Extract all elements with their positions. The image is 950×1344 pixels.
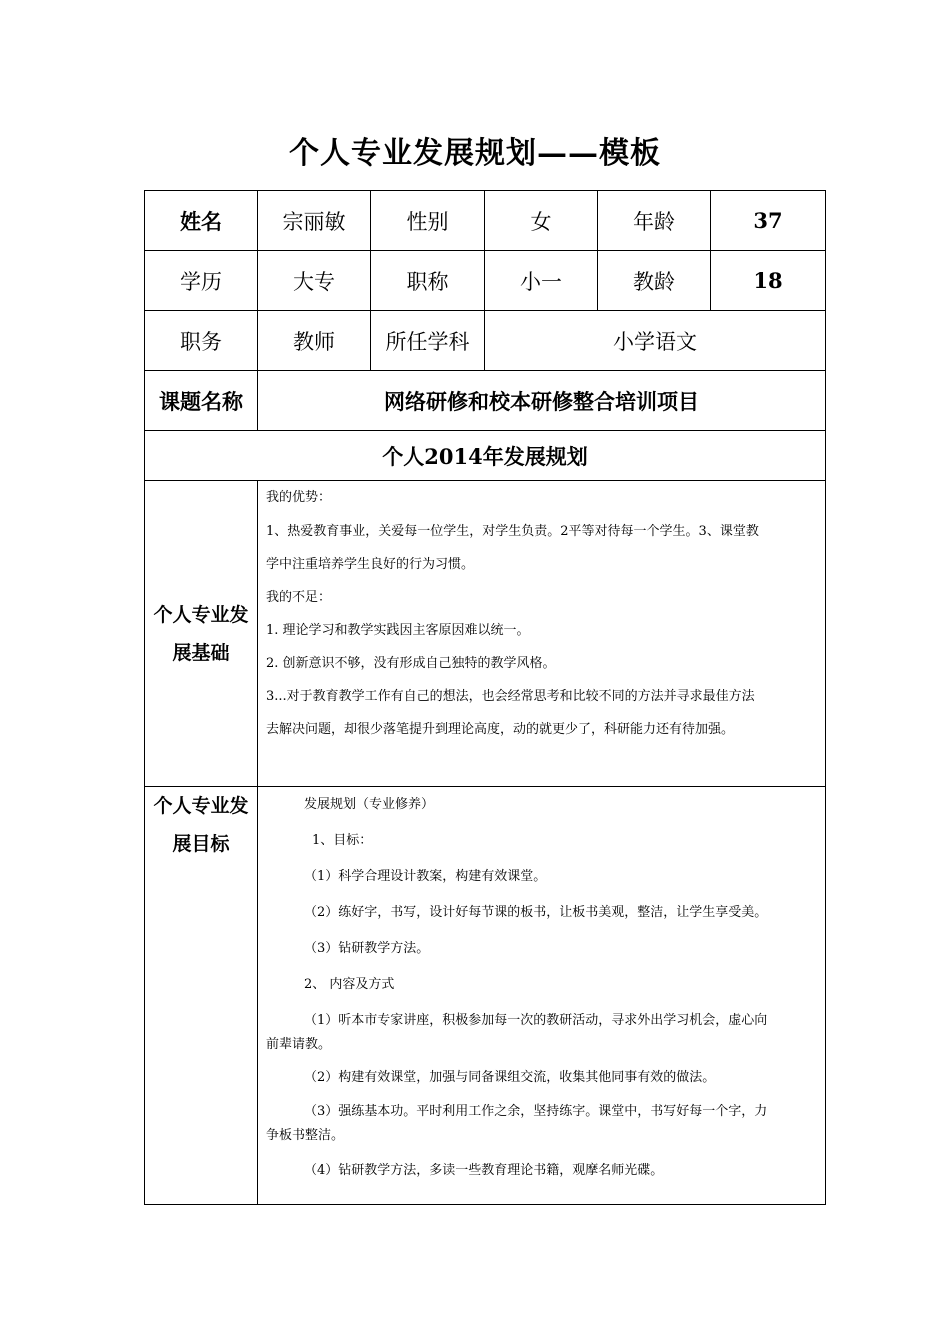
subject-value: 小学语文 <box>485 311 826 371</box>
age-value: 37 <box>711 191 826 251</box>
goals-heading: 发展规划（专业修养） <box>304 797 435 812</box>
table-row <box>145 311 826 371</box>
content-item: （1）听本市专家讲座，积极参加每一次的教研活动，寻求外出学习机会，虚心向 <box>304 1013 768 1028</box>
goal-item: （1）科学合理设计教案，构建有效课堂。 <box>304 869 547 884</box>
gender-label: 性别 <box>371 191 485 251</box>
shortcomings-heading: 我的不足： <box>266 590 332 605</box>
post-value: 教师 <box>258 311 371 371</box>
basis-label <box>145 481 258 787</box>
table-row <box>145 787 826 1205</box>
table-row <box>145 431 826 481</box>
subject-label: 所任学科 <box>371 311 485 371</box>
title-label: 职称 <box>371 251 485 311</box>
goal-heading: 1、目标： <box>312 833 373 848</box>
content-item: （3）强练基本功。平时利用工作之余，坚持练字。课堂中，书写好每一个字，力 <box>304 1104 768 1119</box>
name-label: 姓名 <box>145 191 258 251</box>
topic-value: 网络研修和校本研修整合培训项目 <box>258 371 826 431</box>
table-row <box>145 191 826 251</box>
teach-age-value: 18 <box>711 251 826 311</box>
content-heading: 2、 内容及方式 <box>304 977 395 992</box>
edu-value: 大专 <box>258 251 371 311</box>
content-item: 前辈请教。 <box>266 1037 332 1052</box>
goals-label-line2: 展目标 <box>172 833 230 855</box>
advantages-line: 学中注重培养学生良好的行为习惯。 <box>266 557 475 572</box>
page-title: 个人专业发展规划——模板 <box>289 136 661 171</box>
goals-content <box>258 787 826 1205</box>
age-label: 年龄 <box>598 191 711 251</box>
basis-label-line1: 个人专业发 <box>153 603 249 626</box>
content-item: 争板书整洁。 <box>266 1128 345 1143</box>
shortcoming-item: 2. 创新意识不够，没有形成自己独特的教学风格。 <box>266 656 556 671</box>
basis-content <box>258 481 826 787</box>
goal-item: （2）练好字，书写，设计好每节课的板书，让板书美观，整洁，让学生享受美。 <box>304 905 768 920</box>
shortcoming-item: 1. 理论学习和教学实践因主客原因难以统一。 <box>266 623 530 638</box>
content-item: （2）构建有效课堂，加强与同备课组交流，收集其他同事有效的做法。 <box>304 1070 716 1085</box>
goals-label <box>145 787 258 1205</box>
table-row <box>145 251 826 311</box>
advantages-line: 1、热爱教育事业，关爱每一位学生，对学生负责。2平等对待每一个学生。3、课堂教 <box>266 524 759 539</box>
title-value: 小一 <box>485 251 598 311</box>
advantages-heading: 我的优势： <box>266 490 332 505</box>
topic-label: 课题名称 <box>145 371 258 431</box>
shortcoming-item: 去解决问题，却很少落笔提升到理论高度，动的就更少了，科研能力还有待加强。 <box>266 722 735 737</box>
edu-label: 学历 <box>145 251 258 311</box>
profile-table <box>144 190 826 1205</box>
basis-label-line2: 展基础 <box>172 641 230 664</box>
name-value: 宗丽敏 <box>258 191 371 251</box>
post-label: 职务 <box>145 311 258 371</box>
shortcoming-item: 3...对于教育教学工作有自己的想法，也会经常思考和比较不同的方法并寻求最佳方法 <box>266 689 755 704</box>
goal-item: （3）钻研教学方法。 <box>304 941 430 956</box>
goals-label-line1: 个人专业发 <box>153 795 249 817</box>
content-item: （4）钻研教学方法，多读一些教育理论书籍，观摩名师光碟。 <box>304 1163 664 1178</box>
table-row <box>145 371 826 431</box>
gender-value: 女 <box>485 191 598 251</box>
plan-header: 个人2014年发展规划 <box>145 431 826 481</box>
teach-age-label: 教龄 <box>598 251 711 311</box>
table-row <box>145 481 826 787</box>
